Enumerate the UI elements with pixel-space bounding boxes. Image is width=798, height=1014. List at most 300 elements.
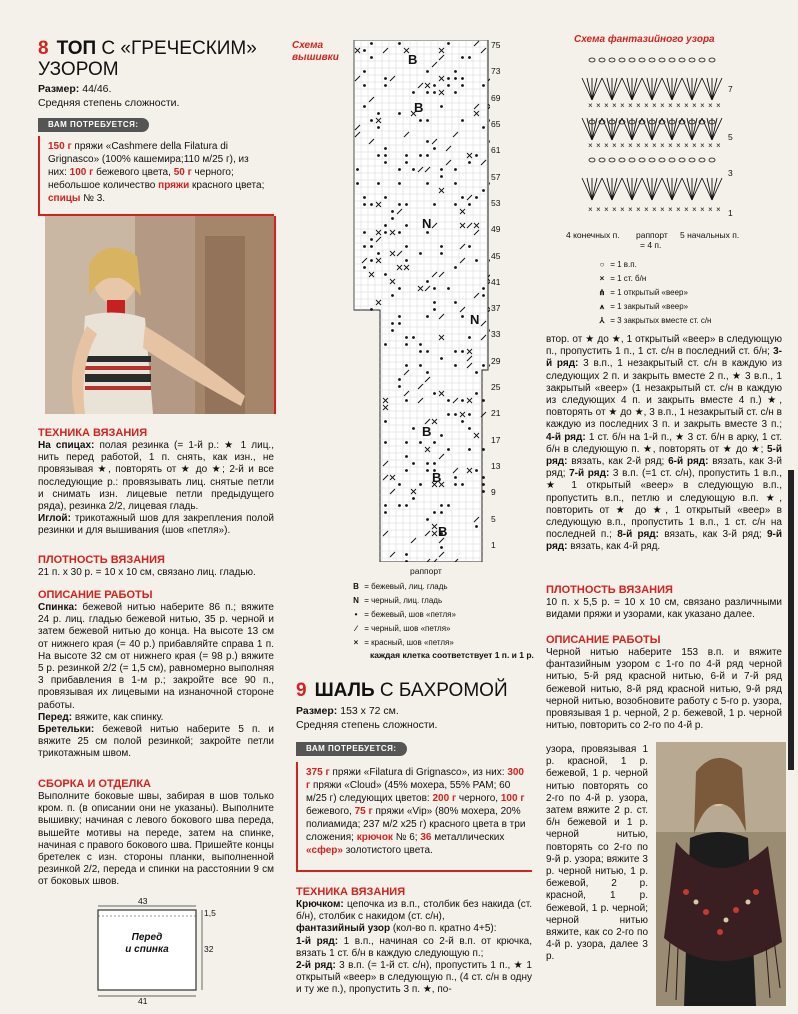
chart-mark-dot <box>468 413 471 416</box>
chart-mark-dot <box>398 231 401 234</box>
chart-mark-dot <box>461 84 464 87</box>
chart-mark-dot <box>461 315 464 318</box>
scheme-legend-note: каждая клетка соответствует 1 п. и 1 р. <box>370 650 534 660</box>
crochet-fan-stroke <box>652 178 662 200</box>
chart-mark-dot <box>384 231 387 234</box>
dim-side: 1,5 <box>204 908 216 918</box>
chart-row-number: 29 <box>491 355 501 366</box>
crochet-chain-mark <box>679 58 685 62</box>
top-work-text <box>38 602 274 761</box>
crochet-row-3: 3 <box>728 168 733 178</box>
top-density-title: ПЛОТНОСТЬ ВЯЗАНИЯ <box>38 554 165 566</box>
scheme-legend-text: = красный, шов «петля» <box>362 638 454 647</box>
chart-row-number: 25 <box>491 382 501 393</box>
crochet-legend-item <box>596 300 786 314</box>
top-work-seg: бежевой нитью наберите 86 п.; вяжите 24 р. лиц. гладью бежевой нитью, 35 р. черной и затем бежевой нитью до конца. На высоте 13 см от нижнего края (= 40 р.) прибавляйте справа 1 п. На высоте 32 см от нижнего края (= 98 р.) вяжите 5 р. резинкой 2/2 (= 1,5 см), равномерно выполняя 3 прибавления в 1-м р.; закройте все 90 п., провязывая их лицевыми на изнаночной стороне работы. <box>38 602 274 711</box>
scheme-legend-text: = черный, шов «петля» <box>362 624 451 633</box>
chart-mark-dot <box>426 119 429 122</box>
shawl-tech-paragraph <box>296 936 532 960</box>
crochet-fan-stroke <box>702 78 712 100</box>
chart-row-number: 1 <box>491 540 496 550</box>
chart-mark-dot <box>461 399 464 402</box>
chart-mark-dot <box>482 189 485 192</box>
chart-mark-dot <box>384 84 387 87</box>
chart-mark-dot <box>468 245 471 248</box>
chart-mark-dot <box>482 84 485 87</box>
crochet-chain-mark <box>689 158 695 162</box>
top-tech-title: ТЕХНИКА ВЯЗАНИЯ <box>38 427 148 439</box>
chart-mark-dot <box>482 490 485 493</box>
chart-mark-dot <box>433 462 436 465</box>
scheme-legend-text: = черный, лиц. гладь <box>362 596 443 605</box>
chart-mark-dot <box>363 203 366 206</box>
top-materials <box>38 136 274 216</box>
shawl-materials-seg: пряжи «Filatura di Grignasco», из них: <box>329 767 508 778</box>
chart-mark-dot <box>398 182 401 185</box>
top-assembly-text: Выполните боковые швы, забирая в шов только кром. п. (в описании они не указаны). Выполните вышивку; начиная с левого бокового шва переда, вышейте мотивы на переде, затем на спинке, начиная с правого бокового шва. Пришейте концы бретелек с изн. стороны планки, выполненной резинкой 2/2, переда и спинки на расстоянии 9 см от боковых швов. <box>38 791 274 888</box>
top-tech-seg: трикотажный шов для закрепления полой резинки и для вышивания (шов «петля»). <box>38 513 274 537</box>
chart-mark-dot <box>461 77 464 80</box>
scheme-legend-symbol-icon: • <box>354 610 358 619</box>
crochet-sc-mark: × <box>636 205 641 214</box>
crochet-sc-mark: × <box>596 141 601 150</box>
top-work-seg: бежевой нитью наберите 5 п. и вяжите 25 см полой резинкой; закройте петли трикотажным швом. <box>38 724 274 760</box>
chart-row-number: 73 <box>491 66 501 77</box>
crochet-legend-symbol-icon: ⋔ <box>598 288 606 297</box>
crochet-sc-mark: × <box>668 205 673 214</box>
chart-mark-dot <box>468 161 471 164</box>
top-materials-seg: пряжи <box>158 180 190 191</box>
chart-mark-dot <box>433 287 436 290</box>
chart-mark-dot <box>440 357 443 360</box>
crochet-fan-stroke <box>612 78 617 100</box>
crochet-sc-mark: × <box>660 141 665 150</box>
crochet-fan-stroke <box>682 78 692 100</box>
crochet-sc-mark: × <box>612 141 617 150</box>
crochet-chain-mark <box>689 58 695 62</box>
chart-mark-dot <box>440 504 443 507</box>
crochet-fan-stroke <box>652 78 662 100</box>
crochet-chain-mark <box>589 58 595 62</box>
crochet-sc-mark: × <box>716 101 721 110</box>
top-density-text: 21 п. х 30 р. = 10 х 10 см, связано лиц. гладью. <box>38 567 256 578</box>
chart-motif-letter: B <box>414 100 424 115</box>
scheme-legend-item <box>350 622 550 636</box>
crochet-left-note: 4 конечных п. <box>566 230 620 240</box>
crochet-fan-stroke <box>702 118 712 140</box>
crochet-chain-mark <box>709 58 715 62</box>
crochet-legend-text: = 1 закрытый «веер» <box>608 302 689 311</box>
top-work-seg: вяжите, как спинку. <box>72 711 164 723</box>
chart-mark-dot <box>461 420 464 423</box>
scheme-legend-item <box>350 580 550 594</box>
chart-mark-dot <box>398 112 401 115</box>
crochet-fan-stroke <box>642 178 652 200</box>
top-tech-seg: полая резинка (= 1-й р.: ★ 1 лиц., нить перед работой, 1 п. снять, как изн., не провязывая ★, повторять от ★ до ★; 2-й и все последующие р.: провязывать лиц. снятые петли и снимать изн. лицевые петли предыдущего ряда), резинка 2/2, лицевая гладь. <box>38 440 274 513</box>
chart-mark-dot <box>461 56 464 59</box>
chart-mark-dot <box>419 350 422 353</box>
chart-mark-dot <box>440 168 443 171</box>
top-tech-seg: Иглой: <box>38 513 71 525</box>
chart-mark-dot <box>433 301 436 304</box>
chart-mark-dot <box>433 392 436 395</box>
shawl-right-seg: 1 ст. б/н на 1-й п., ★ 3 ст. б/н в арку, 1 ст. б/н в следующую п. ★, повторять от ★ до ★; <box>546 431 782 455</box>
shawl-right-seg: 3 в.п., 1 незакрытый ст. с/н в каждую из следующих 2 п. и закрыть вместе 2 п., ★ 3 в.п., 1 закрытый «веер» (1 незакрытый ст. с/н в каждую из следующих 4 п. и закрыть вместе 4 п.) ★, повторять от ★ до ★, 3 в.п., 1 незакрытый ст. с/н в каждую из последних 3 п. и закрыть вместе 3 п.; <box>546 358 782 431</box>
crochet-legend-text: = 1 в.п. <box>608 260 637 269</box>
top-materials-seg: 100 г <box>69 167 94 178</box>
chart-row-number: 41 <box>491 276 501 287</box>
chart-mark-dot <box>398 385 401 388</box>
top-model-photo <box>45 216 275 414</box>
scheme-legend-symbol-icon: ∕ <box>355 624 357 633</box>
crochet-fan-stroke <box>622 118 632 140</box>
crochet-fan-stroke <box>587 178 592 200</box>
chart-mark-dot <box>426 231 429 234</box>
shawl-right-seg: 5-й ряд: <box>546 443 782 468</box>
dim-right: 32 <box>204 944 214 954</box>
crochet-repeat-note: раппорт <box>636 230 668 240</box>
chart-mark-dot <box>461 196 464 199</box>
crochet-chain-mark <box>649 158 655 162</box>
shawl-right-seg: 4-й ряд: <box>546 431 586 443</box>
shawl-work-text: Черной нитью наберите 153 в.п. и вяжите фантазийным узором с 1-го по 4-й ряд черной нитью, 5-й ряд красной нитью, 6-й и 7-й ряд бежевой нитью, 8-й ряд красной нитью, 9-й ряд черной нитью, возобновите работу с 5-го р. узора, провязывая 1 р. черной, 2 р. бежевой, 1 р. черной нитью, повторить со 2-го по 4-й р. <box>546 647 782 732</box>
shawl-work-text-narrow: узора, провязывая 1 р. красной, 1 р. бежевой, 1 р. черной нитью повторять со 2-го по 4-й р. узора, затем вяжите 2 р. ст. б/н бежевой и 1 р. черной нитью, повторять со 2-го по 9-й р. узора; вяжите 3 р. черной нитью, 1 р. бежевой, 2 р. красной, 1 р. бежевой, 1 р. черной; черной нитью вяжите, как со 2-го по 4-й р. узора, далее 3 р. <box>546 744 648 963</box>
chart-mark-dot <box>391 322 394 325</box>
crochet-sc-mark: × <box>716 141 721 150</box>
chart-mark-dot <box>398 322 401 325</box>
chart-mark-dot <box>433 308 436 311</box>
chart-mark-dot <box>391 294 394 297</box>
chart-mark-dot <box>489 119 490 122</box>
shawl-materials-seg: золотистого цвета. <box>342 845 433 856</box>
top-work-title: ОПИСАНИЕ РАБОТЫ <box>38 589 153 601</box>
shawl-tech-seg: Крючком: <box>296 899 344 910</box>
crochet-sc-mark: × <box>620 101 625 110</box>
chart-row-number: 57 <box>491 171 501 182</box>
shawl-instructions-continued <box>546 334 782 554</box>
shawl-tech-paragraph <box>296 899 532 923</box>
chart-mark-dot <box>405 154 408 157</box>
chart-mark-dot <box>384 147 387 150</box>
chart-mark-dot <box>475 392 478 395</box>
crochet-sc-mark: × <box>684 141 689 150</box>
chart-mark-dot <box>454 364 457 367</box>
crochet-fan-stroke <box>612 178 622 200</box>
crochet-fan-stroke <box>592 78 602 100</box>
chart-mark-dot <box>377 252 380 255</box>
chart-mark-dot <box>489 182 490 185</box>
chart-mark-dot <box>426 140 429 143</box>
crochet-fan-stroke <box>622 178 632 200</box>
crochet-fan-stroke <box>662 178 672 200</box>
crochet-legend <box>596 258 786 328</box>
crochet-sc-mark: × <box>668 101 673 110</box>
top-tech-seg: На спицах: <box>38 440 95 451</box>
chart-mark-dot <box>454 70 457 73</box>
crochet-sc-mark: × <box>676 101 681 110</box>
chart-row-number: 75 <box>491 40 501 50</box>
crochet-fan-stroke <box>647 178 652 200</box>
chart-mark-dot <box>405 336 408 339</box>
crochet-sc-mark: × <box>644 141 649 150</box>
chart-mark-dot <box>377 112 380 115</box>
chart-mark-dot <box>489 329 490 332</box>
top-tech-text <box>38 440 274 538</box>
crochet-fan-stroke <box>632 178 637 200</box>
shawl-materials-seg: 36 <box>420 832 432 843</box>
top-materials-seg: спицы <box>48 193 81 204</box>
crochet-fan-stroke <box>672 118 682 140</box>
crochet-fan-stroke <box>592 178 597 200</box>
chart-mark-dot <box>433 147 436 150</box>
crochet-sc-mark: × <box>612 101 617 110</box>
shawl-right-seg: 3-й ряд: <box>546 346 782 370</box>
chart-mark-dot <box>356 168 359 171</box>
top-tech-paragraph <box>38 513 274 537</box>
shawl-right-paragraph <box>546 334 782 554</box>
chart-mark-dot <box>482 364 485 367</box>
crochet-chain-mark <box>639 158 645 162</box>
chart-mark-dot <box>384 441 387 444</box>
crochet-fan-stroke <box>632 178 642 200</box>
chart-mark-dot <box>412 168 415 171</box>
chart-row-numbers <box>491 40 511 562</box>
chart-mark-dot <box>482 126 485 129</box>
shawl-materials-seg: черного, <box>456 793 501 804</box>
crochet-fan-stroke <box>582 78 592 100</box>
top-materials-seg: черного; небольшое количество <box>48 167 234 191</box>
crochet-fan-stroke <box>627 178 632 200</box>
crochet-sc-mark: × <box>628 141 633 150</box>
top-materials-seg: бежевого цвета, <box>93 167 174 178</box>
shawl-tech-seg: 2-й ряд: <box>296 960 336 972</box>
crochet-right-note: 5 начальных п. <box>680 230 740 240</box>
crochet-fan-stroke <box>607 178 612 200</box>
chart-mark-dot <box>475 371 478 374</box>
chart-motif-letter: N <box>470 312 480 327</box>
shawl-right-seg: вязать, как 4-й ряд. <box>567 541 661 553</box>
crochet-fan-stroke <box>667 78 672 100</box>
shawl-materials-seg: крючок <box>356 832 393 843</box>
chart-mark-dot <box>454 413 457 416</box>
crochet-chain-mark <box>599 158 605 162</box>
crochet-sc-mark: × <box>652 141 657 150</box>
crochet-sc-mark: × <box>700 141 705 150</box>
chart-mark-dot <box>475 196 478 199</box>
chart-mark-dot <box>398 203 401 206</box>
crochet-chain-mark <box>649 58 655 62</box>
chart-motif-letter: B <box>408 52 418 67</box>
chart-mark-dot <box>398 483 401 486</box>
crochet-chain-mark <box>709 158 715 162</box>
crochet-fan-stroke <box>652 78 657 100</box>
chart-row-number: 45 <box>491 250 501 261</box>
shawl-materials-seg: 200 г <box>432 793 457 804</box>
crochet-sc-mark: × <box>604 101 609 110</box>
scheme-legend-item <box>350 608 550 622</box>
crochet-chain-mark <box>629 58 635 62</box>
chart-mark-dot <box>440 434 443 437</box>
chart-mark-dot <box>363 196 366 199</box>
chart-mark-dot <box>468 56 471 59</box>
chart-mark-dot <box>461 483 464 486</box>
chart-mark-dot <box>426 315 429 318</box>
shawl-tech-seg: цепочка из в.п., столбик без накида (ст. б/н), столбик с накидом (ст. с/н), <box>296 899 532 923</box>
chart-repeat-label: раппорт <box>410 566 442 576</box>
scheme-legend-symbol-icon: × <box>353 638 359 647</box>
chart-mark-dot <box>405 259 408 262</box>
chart-mark-dot <box>440 252 443 255</box>
chart-motif-letter: B <box>438 524 448 539</box>
crochet-row-1: 1 <box>728 208 733 218</box>
chart-mark-dot <box>433 91 436 94</box>
chart-mark-dot <box>398 315 401 318</box>
chart-mark-dot <box>482 399 485 402</box>
shawl-materials-seg: металлических <box>431 832 505 843</box>
chart-mark-dot <box>482 483 485 486</box>
crochet-sc-mark: × <box>620 141 625 150</box>
chart-mark-dot <box>475 154 478 157</box>
chart-mark-dot <box>426 518 429 521</box>
crochet-fan-stroke <box>707 178 712 200</box>
chart-mark-dot <box>468 448 471 451</box>
crochet-fan-stroke <box>707 78 712 100</box>
crochet-fan-stroke <box>632 78 637 100</box>
chart-row-number: 13 <box>491 461 501 472</box>
top-work-paragraph <box>38 712 274 724</box>
shawl-right-seg: вязать, как 3-й ряд; <box>659 529 767 541</box>
crochet-fan-stroke <box>612 178 617 200</box>
crochet-fan-stroke <box>582 118 592 140</box>
chart-mark-dot <box>447 399 450 402</box>
crochet-fan-stroke <box>602 118 612 140</box>
crochet-fan-stroke <box>662 118 672 140</box>
top-title: 8 ТОП С «ГРЕЧЕСКИМ» УЗОРОМ <box>38 38 257 80</box>
chart-mark-dot <box>412 336 415 339</box>
top-work-paragraph <box>38 724 274 761</box>
shawl-materials-seg: № 6; <box>392 832 421 843</box>
crochet-fan-stroke <box>672 178 682 200</box>
shawl-right-seg: 8-й ряд: <box>617 529 659 541</box>
chart-mark-dot <box>391 329 394 332</box>
scheme-title: Схема вышивки <box>292 40 339 63</box>
chart-mark-dot <box>377 182 380 185</box>
shawl-right-seg: 7-й ряд: <box>569 468 610 480</box>
chart-mark-dot <box>426 371 429 374</box>
chart-mark-dot <box>447 77 450 80</box>
scheme-legend-item <box>350 636 550 650</box>
scheme-legend-symbol-icon: N <box>353 596 359 605</box>
chart-mark-dot <box>384 511 387 514</box>
shawl-title: 9 ШАЛЬ С БАХРОМОЙ <box>296 680 508 701</box>
shawl-materials-seg: «сфер» <box>306 845 343 856</box>
chart-mark-dot <box>384 154 387 157</box>
crochet-fan-stroke <box>602 78 612 100</box>
chart-mark-dot <box>398 287 401 290</box>
shawl-tech-seg: (кол-во п. кратно 4+5): <box>390 923 497 935</box>
crochet-sc-mark: × <box>628 205 633 214</box>
chart-mark-dot <box>433 203 436 206</box>
chart-mark-dot <box>475 525 478 528</box>
crochet-sc-mark: × <box>612 205 617 214</box>
crochet-sc-mark: × <box>636 141 641 150</box>
chart-mark-dot <box>398 504 401 507</box>
chart-mark-dot <box>370 259 373 262</box>
chart-mark-dot <box>454 483 457 486</box>
chart-mark-dot <box>440 175 443 178</box>
chart-mark-dot <box>405 203 408 206</box>
chart-row-number: 9 <box>491 487 496 498</box>
scheme-legend-item <box>350 594 550 608</box>
shawl-right-seg: 9-й ряд: <box>546 529 783 553</box>
crochet-fan-stroke <box>702 178 712 200</box>
scheme-legend-symbol-icon: B <box>353 582 359 591</box>
crochet-fan-stroke <box>652 178 657 200</box>
chart-mark-dot <box>391 217 394 220</box>
shawl-materials-seg: 75 г <box>354 806 373 817</box>
shawl-right-seg: втор. от ★ до ★, 1 открытый «веер» в следующую п., пропустить 1 п., 1 ст. с/н в последний ст. б/н; <box>546 334 782 358</box>
crochet-fan-stroke <box>712 178 722 200</box>
crochet-legend-symbol-icon: × <box>599 274 605 283</box>
chart-mark-dot <box>405 343 408 346</box>
top-materials-seg: 50 г <box>173 167 192 178</box>
scheme-legend <box>350 580 550 650</box>
chart-mark-dot <box>475 259 478 262</box>
crochet-legend-text: = 1 открытый «веер» <box>608 288 688 297</box>
chart-mark-dot <box>391 210 394 213</box>
crochet-fan-stroke <box>687 178 692 200</box>
shawl-right-seg: 6-й ряд: <box>668 456 709 468</box>
shawl-density-title: ПЛОТНОСТЬ ВЯЗАНИЯ <box>546 584 673 596</box>
chart-mark-dot <box>454 301 457 304</box>
crochet-fan-stroke <box>607 78 612 100</box>
crochet-fan-stroke <box>712 78 722 100</box>
pattern-label: Перед и спинка <box>125 932 169 955</box>
crochet-fan-stroke <box>667 178 672 200</box>
crochet-row-5: 5 <box>728 132 733 142</box>
crochet-sc-mark: × <box>700 101 705 110</box>
chart-mark-dot <box>468 203 471 206</box>
shawl-materials-seg: 375 г <box>306 767 330 778</box>
photo-accent-bar <box>274 216 276 414</box>
crochet-fan-stroke <box>622 78 632 100</box>
crochet-sc-mark: × <box>708 141 713 150</box>
top-assembly-title: СБОРКА И ОТДЕЛКА <box>38 778 151 790</box>
crochet-legend-symbol-icon: ⅄ <box>599 316 605 325</box>
chart-mark-dot <box>405 224 408 227</box>
crochet-chain-mark <box>629 158 635 162</box>
shawl-model-photo <box>656 742 786 1006</box>
crochet-legend-item <box>596 272 786 286</box>
crochet-legend-symbol-icon: ○ <box>599 260 605 269</box>
chart-motif-letter: B <box>432 470 442 485</box>
crochet-legend-item <box>596 286 786 300</box>
chart-row-number: 65 <box>491 118 501 129</box>
shawl-density-text: 10 п. х 5,5 р. = 10 х 10 см, связано различными видами пряжи и узорами, как указано далее. <box>546 597 782 621</box>
crochet-sc-mark: × <box>708 205 713 214</box>
chart-mark-dot <box>405 455 408 458</box>
crochet-chain-mark <box>659 58 665 62</box>
chart-mark-dot <box>461 119 464 122</box>
chart-mark-dot <box>405 553 408 556</box>
chart-row-number: 5 <box>491 513 496 524</box>
crochet-fan-stroke <box>692 78 702 100</box>
chart-mark-dot <box>370 245 373 248</box>
chart-mark-dot <box>419 441 422 444</box>
crochet-chain-mark <box>599 58 605 62</box>
chart-mark-dot <box>454 266 457 269</box>
crochet-chain-mark <box>609 58 615 62</box>
